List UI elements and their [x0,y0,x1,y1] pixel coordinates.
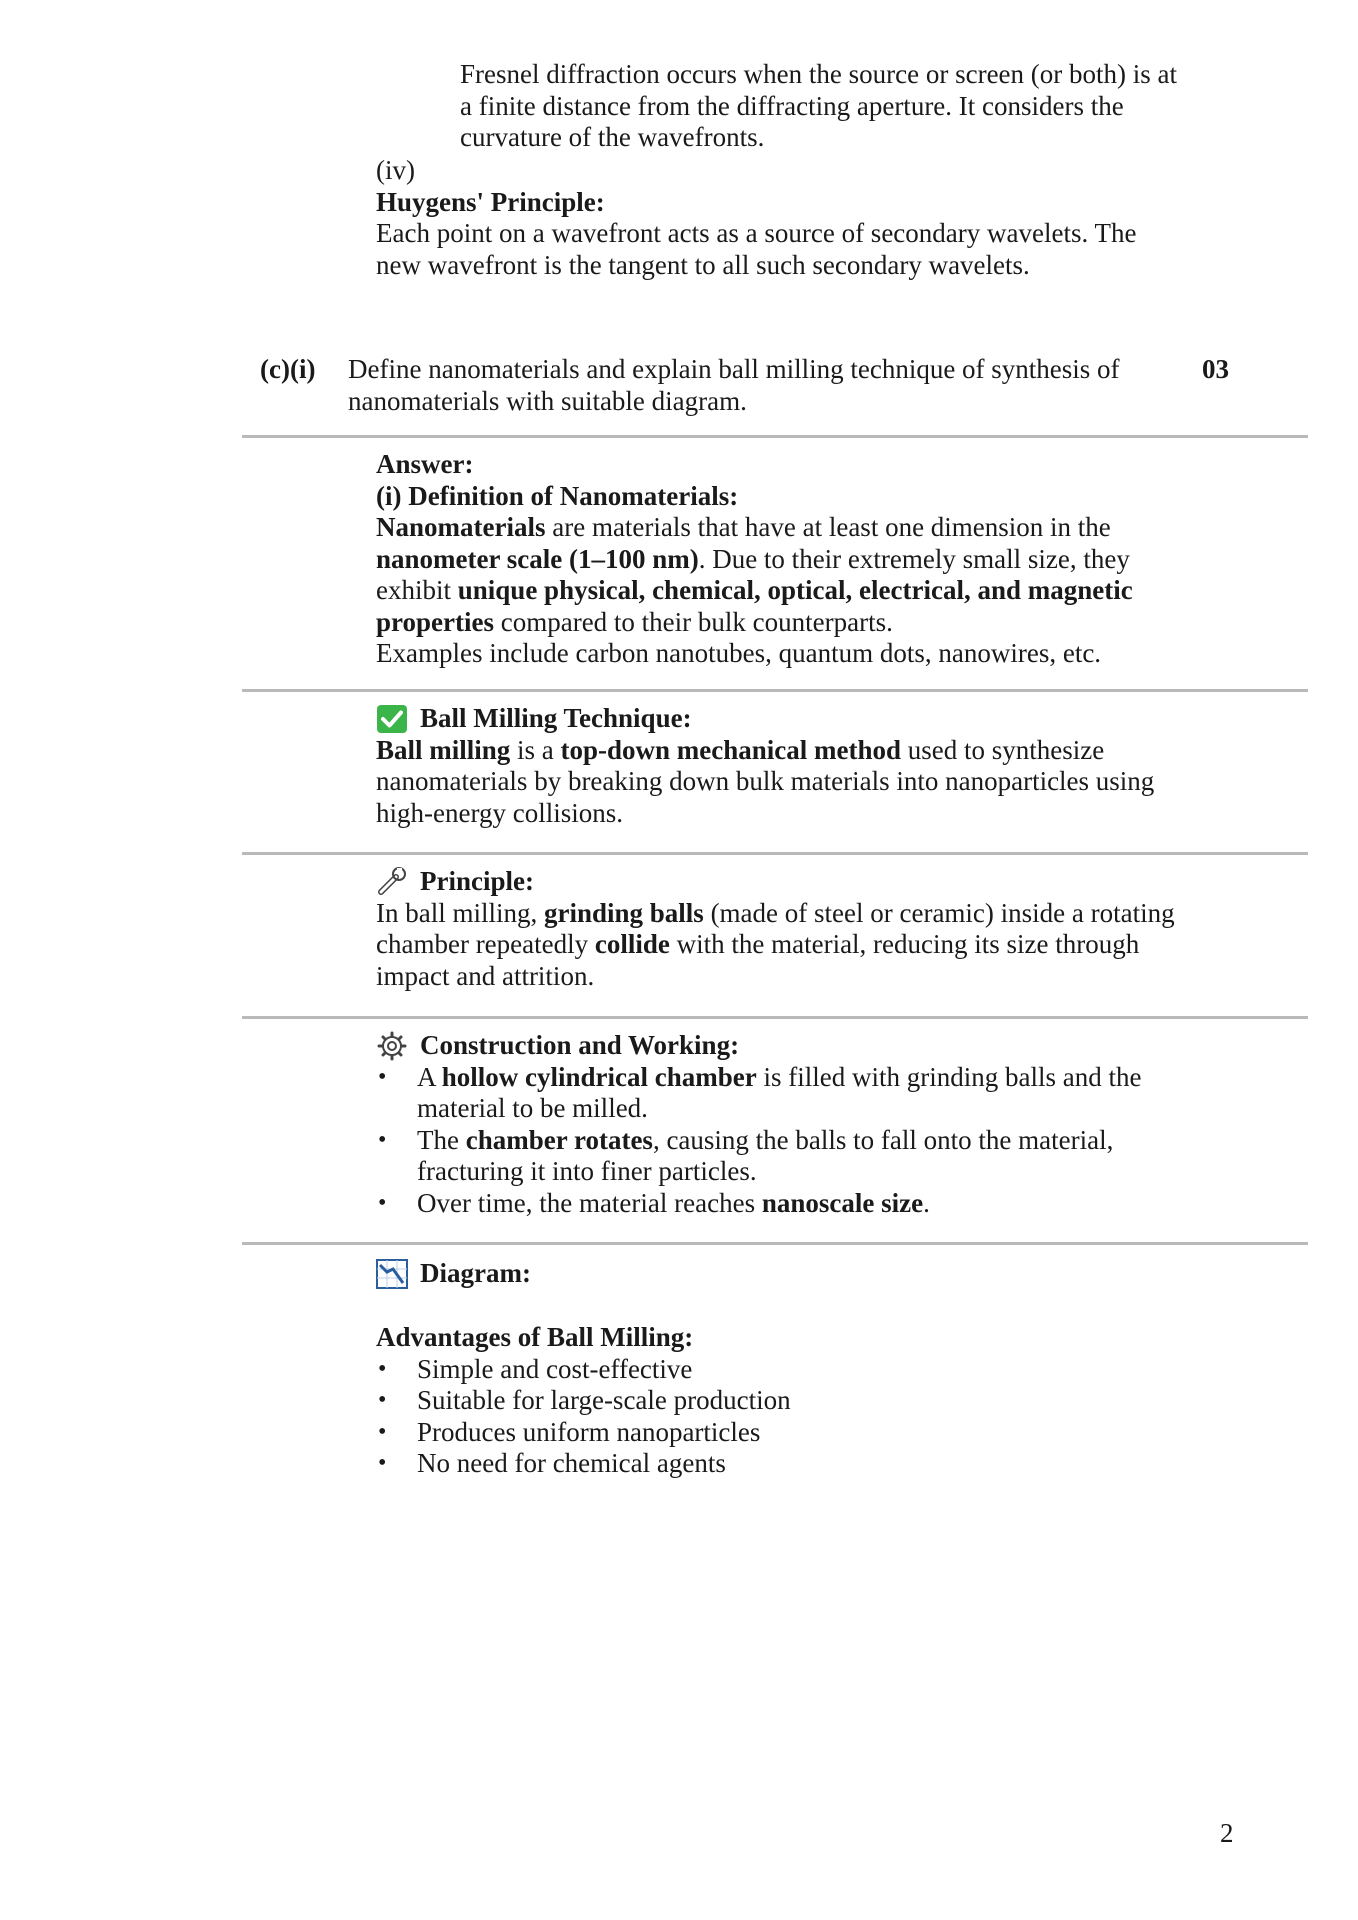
diagram-section [376,1258,1186,1290]
chart-down-icon [376,1259,408,1289]
huygens-text: Each point on a wavefront acts as a source of secondary wavelets. The new wavefront is the tangent to all such secondary wavelets. [376,218,1137,280]
construction-heading: Construction and Working: [376,1030,1196,1062]
list-item: • No need for chemical agents [376,1448,1186,1480]
wrench-icon [376,867,408,897]
construction-section [376,1030,1196,1219]
ball-milling-paragraph: Ball milling is a top-down mechanical method used to synthesize nanomaterials by breaking down bulk materials into nanoparticles using high-energy collisions. [376,734,1155,828]
question-label: (c)(i) [260,354,316,384]
ball-milling-heading: Ball Milling Technique: [376,703,1186,735]
definition-section [376,449,1176,670]
item-number-iv: (iv) [376,155,415,185]
principle-paragraph: In ball milling, grinding balls (made of steel or ceramic) inside a rotating chamber repeatedly collide with the material, reducing its size through impact and attrition. [376,897,1175,991]
divider [242,689,1308,692]
list-item: • Suitable for large-scale production [376,1385,1186,1417]
check-mark-icon [376,704,408,734]
definition-paragraph: Nanomaterials are materials that have at least one dimension in the nanometer scale (1–100 nm). Due to their extremely small size, they exhibit unique physical, chemical, optical, electrical, and magnetic properties compared to their bulk counterparts. [376,512,1133,637]
list-item: • Simple and cost-effective [376,1354,1186,1386]
list-item: • Produces uniform nanoparticles [376,1417,1186,1449]
list-item: • The chamber rotates, causing the balls to fall onto the material, fracturing it into finer particles. [376,1125,1196,1188]
divider [242,1242,1308,1245]
list-item: • Over time, the material reaches nanoscale size. [376,1188,1196,1220]
fresnel-text: Fresnel diffraction occurs when the source or screen (or both) is at a finite distance from the diffracting aperture. It considers the curvature of the wavefronts. [460,59,1178,152]
divider [242,1016,1308,1019]
diagram-heading: Diagram: [376,1258,1186,1290]
page-number: 2 [1220,1818,1234,1848]
advantages-list [376,1354,1186,1480]
divider [242,435,1308,438]
answer-label: Answer: [376,449,474,479]
examples-text: Examples include carbon nanotubes, quantum dots, nanowires, etc. [376,638,1102,668]
ball-milling-section [376,703,1186,829]
principle-section [376,866,1186,992]
principle-heading: Principle: [376,866,1186,898]
huygens-heading: Huygens' Principle: [376,187,605,217]
advantages-section [376,1322,1186,1480]
construction-list [376,1062,1196,1220]
question-marks: 03 [1202,354,1229,384]
fresnel-paragraph [460,59,1180,154]
list-item: • A hollow cylindrical chamber is filled with grinding balls and the material to be milled. [376,1062,1196,1125]
question-text: Define nanomaterials and explain ball milling technique of synthesis of nanomaterials with suitable diagram. [348,354,1120,416]
advantages-heading: Advantages of Ball Milling: [376,1322,694,1352]
definition-heading: (i) Definition of Nanomaterials: [376,480,739,511]
gear-icon [376,1031,408,1061]
divider [242,852,1308,855]
